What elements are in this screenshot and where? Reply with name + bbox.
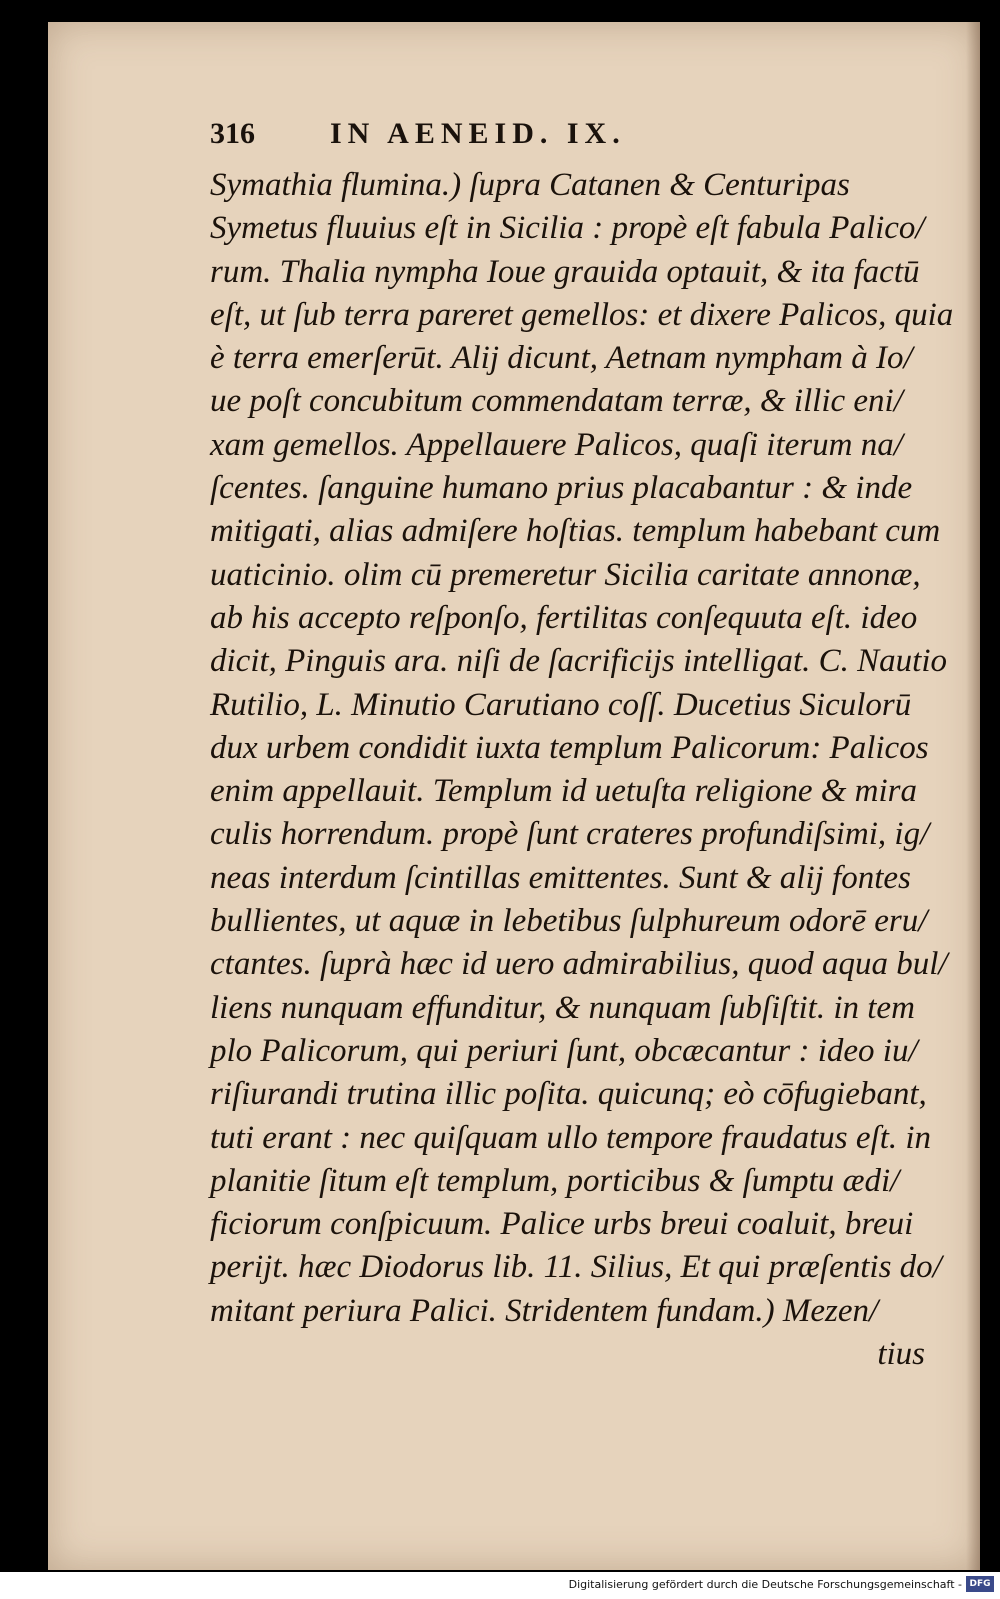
book-page [48, 22, 980, 1570]
text-line: planitie ſitum eſt templum, porticibus & ſumptu ædi/ [210, 1162, 900, 1199]
running-head: IN AENEID. IX. [330, 117, 626, 150]
commentary-text [210, 164, 954, 1376]
text-line: riſiurandi trutina illic poſita. quicunq; eò cōfugiebant, [210, 1076, 927, 1113]
text-line: mitant periura Palici. Stridentem fundam.) Mezen/ [210, 1292, 879, 1329]
text-line: neas interdum ſcintillas emittentes. Sunt & alij fontes [210, 859, 911, 896]
text-line: ficiorum conſpicuum. Palice urbs breui coaluit, breui [210, 1206, 914, 1243]
text-line: è terra emerſerūt. Alij dicunt, Aetnam nympham à Io/ [210, 340, 913, 377]
text-line: liens nunquam effunditur, & nunquam ſubſiſtit. in tem [210, 989, 915, 1026]
text-line: ctantes. ſuprà hæc id uero admirabilius, quod aqua bul/ [210, 946, 948, 983]
text-line: culis horrendum. propè ſunt crateres profundiſsimi, ig/ [210, 816, 930, 853]
text-line: ab his accepto reſponſo, fertilitas conſequuta eſt. ideo [210, 599, 918, 636]
text-line: tuti erant : nec quiſquam ullo tempore fraudatus eſt. in [210, 1119, 932, 1156]
catchword: tius [877, 1336, 925, 1373]
text-line: Symetus fluuius eſt in Sicilia : propè eſt fabula Palico/ [210, 210, 925, 247]
text-line: dux urbem condidit iuxta templum Palicorum: Palicos [210, 729, 929, 766]
text-line: Symathia flumina.) ſupra Catanen & Centuripas [210, 167, 850, 203]
funding-credit: Digitalisierung gefördert durch die Deutsche Forschungsgemeinschaft - [568, 1578, 962, 1591]
text-line: enim appellauit. Templum id uetuſta religione & mira [210, 773, 918, 810]
digitization-footer [0, 1572, 1000, 1599]
text-line: rum. Thalia nympha Ioue grauida optauit, & ita factū [210, 253, 920, 290]
text-line: eſt, ut ſub terra pareret gemellos: et dixere Palicos, quia [210, 296, 954, 333]
page-header [210, 117, 770, 157]
text-line: xam gemellos. Appellauere Palicos, quaſi iterum na/ [210, 426, 903, 463]
text-line: plo Palicorum, qui periuri ſunt, obcæcantur : ideo iu/ [210, 1032, 918, 1069]
text-line: perijt. hæc Diodorus lib. 11. Silius, Et qui præſentis do/ [210, 1249, 942, 1286]
text-line: bullientes, ut aquæ in lebetibus ſulphureum odorē eru/ [210, 903, 928, 940]
text-line: mitigati, alias admiſere hoſtias. templum habebant cum [210, 513, 941, 550]
text-line: ue poſt concubitum commendatam terræ, & illic eni/ [210, 383, 903, 420]
page-edge-shadow [966, 22, 980, 1570]
text-line: dicit, Pinguis ara. niſi de ſacrificijs intelligat. C. Nautio [210, 643, 947, 680]
page-number: 316 [210, 117, 255, 150]
text-line: Rutilio, L. Minutio Carutiano coſſ. Ducetius Siculorū [210, 686, 912, 723]
dfg-logo: DFG [966, 1576, 994, 1592]
text-line: uaticinio. olim cū premeretur Sicilia caritate annonæ, [210, 556, 921, 593]
text-line: ſcentes. ſanguine humano prius placabantur : & inde [210, 470, 913, 507]
